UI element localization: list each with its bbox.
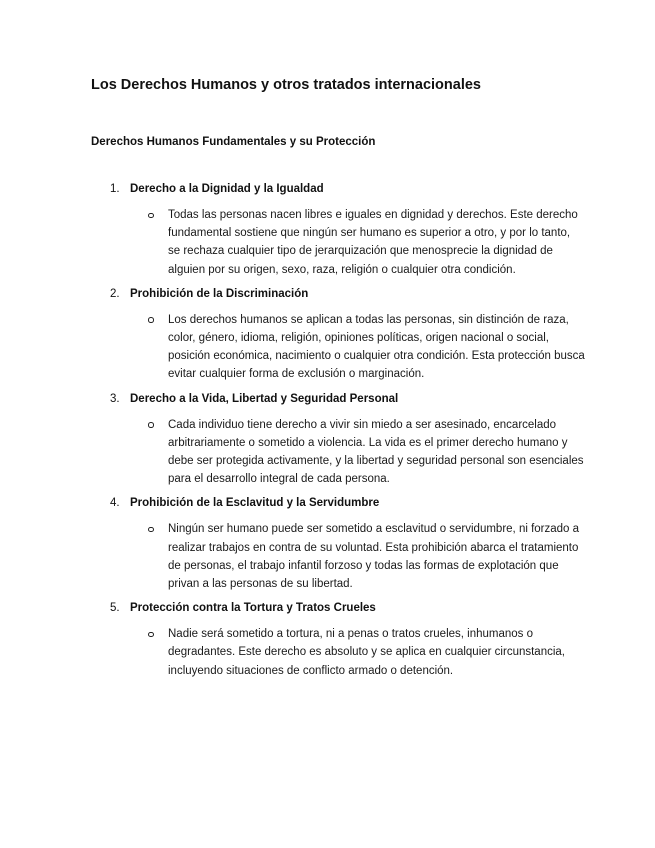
item-body-text: Cada individuo tiene derecho a vivir sin miedo a ser asesinado, encarcelado arbitrariamente o sometido a violencia. La vida es el primer derecho humano y debe ser protegida activamente, y la libertad y seguridad personal son esenciales para el desarrollo integral de cada persona. — [168, 418, 584, 486]
item-number: 4. — [110, 497, 120, 510]
item-body-text: Los derechos humanos se aplican a todas las personas, sin distinción de raza, color, género, idioma, religión, opiniones políticas, origen nacional o social, posición económica, nacimiento o cualquier otra condición. Esta protección busca evitar cualquier forma de exclusión o marginación. — [168, 313, 585, 381]
item-body — [130, 416, 585, 489]
bullet-icon — [148, 422, 154, 428]
list-item — [91, 599, 585, 680]
bullet-icon — [148, 213, 154, 219]
bullet-icon — [148, 632, 154, 638]
item-body — [130, 520, 585, 593]
section-heading: Derechos Humanos Fundamentales y su Protección — [91, 136, 376, 148]
item-body — [130, 206, 585, 279]
item-number: 2. — [110, 287, 120, 300]
item-heading: Prohibición de la Esclavitud y la Servidumbre — [130, 497, 380, 510]
list-item — [91, 285, 585, 384]
bullet-icon — [148, 317, 154, 323]
list-item — [91, 180, 585, 279]
rights-list — [91, 180, 585, 680]
item-number: 3. — [110, 392, 120, 405]
list-item — [91, 390, 585, 489]
item-heading: Derecho a la Dignidad y la Igualdad — [130, 183, 324, 195]
list-item — [91, 494, 585, 593]
item-body — [130, 311, 585, 384]
item-heading: Protección contra la Tortura y Tratos Crueles — [130, 602, 376, 615]
item-heading: Derecho a la Vida, Libertad y Seguridad Personal — [130, 392, 399, 405]
bullet-icon — [148, 527, 154, 533]
item-body-text: Todas las personas nacen libres e iguales en dignidad y derechos. Este derecho fundamental sostiene que ningún ser humano es superior a otro, y por lo tanto, se rechaza cualquier tipo de jerarquización que menosprecie la dignidad de alguien por su origen, sexo, raza, religión o cualquier otra condición. — [168, 209, 578, 276]
document-title: Los Derechos Humanos y otros tratados internacionales — [91, 77, 481, 93]
item-number: 5. — [110, 602, 120, 615]
item-body-text: Ningún ser humano puede ser sometido a esclavitud o servidumbre, ni forzado a realizar trabajos en contra de su voluntad. Esta prohibición abarca el tratamiento de personas, el trabajo infantil forzoso y todas las formas de explotación que privan a las personas de su libertad. — [168, 523, 580, 591]
item-heading: Prohibición de la Discriminación — [130, 287, 309, 300]
item-body-text: Nadie será sometido a tortura, ni a penas o tratos crueles, inhumanos o degradantes. Este derecho es absoluto y se aplica en cualquier circunstancia, incluyendo situaciones de conflicto armado o detención. — [168, 628, 565, 677]
item-number: 1. — [110, 183, 120, 195]
item-body — [130, 625, 585, 680]
